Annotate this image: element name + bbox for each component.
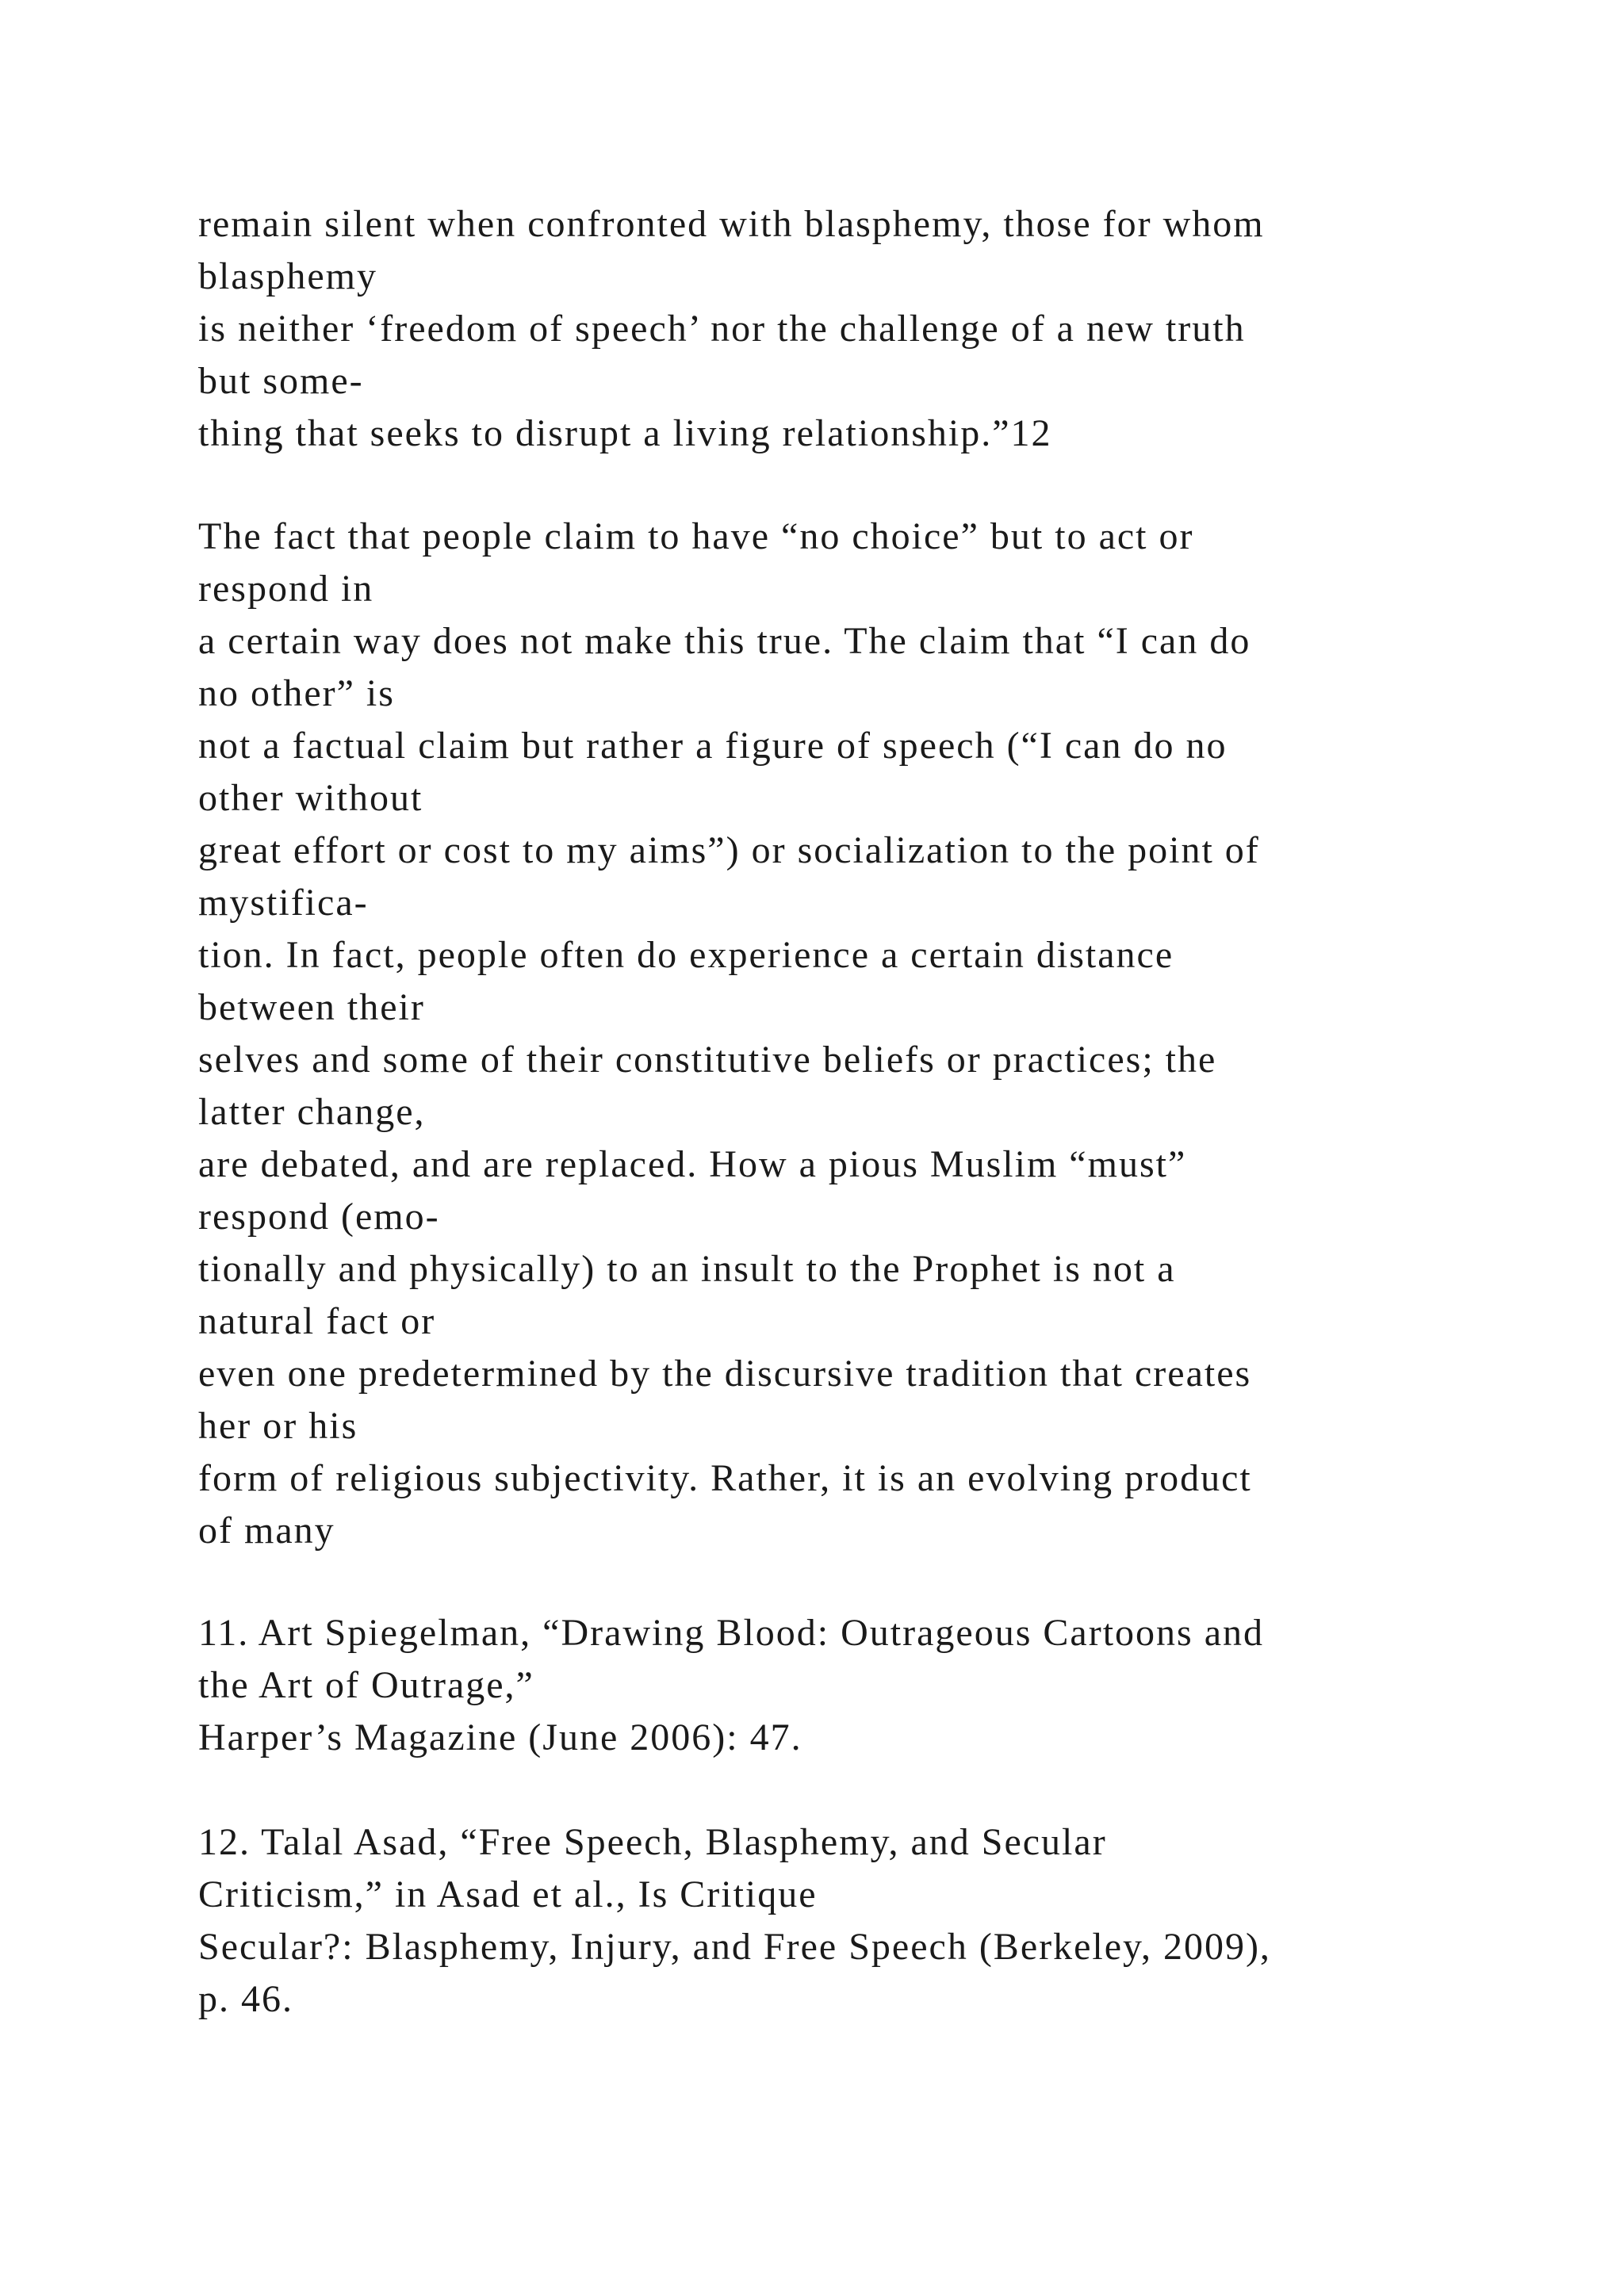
text-line: between their (198, 986, 425, 1028)
text-line: remain silent when confronted with blasphemy, those for whom (198, 203, 1265, 245)
text-line: latter change, (198, 1091, 426, 1133)
text-line: are debated, and are replaced. How a pious Muslim “must” (198, 1143, 1187, 1185)
text-line: The fact that people claim to have “no choice” but to act or (198, 515, 1194, 557)
text-line: natural fact or (198, 1300, 436, 1342)
text-line: even one predetermined by the discursive tradition that creates (198, 1353, 1252, 1395)
text-line: great effort or cost to my aims”) or socialization to the point of (198, 829, 1260, 871)
text-line: of many (198, 1510, 335, 1552)
text-line: tionally and physically) to an insult to the Prophet is not a (198, 1248, 1176, 1290)
footnote-12 (198, 1816, 1546, 2026)
paragraph-continuation (198, 198, 1546, 460)
text-line: selves and some of their constitutive beliefs or practices; the (198, 1039, 1217, 1081)
text-line: no other” is (198, 672, 395, 714)
text-line: thing that seeks to disrupt a living relationship.”12 (198, 412, 1052, 454)
text-line: respond (emo- (198, 1196, 440, 1238)
text-line: other without (198, 777, 423, 819)
text-line: Secular?: Blasphemy, Injury, and Free Speech (Berkeley, 2009), (198, 1926, 1271, 1968)
text-line: but some- (198, 360, 364, 402)
text-line: Harper’s Magazine (June 2006): 47. (198, 1716, 802, 1758)
text-line: is neither ‘freedom of speech’ nor the challenge of a new truth (198, 308, 1246, 350)
text-line: not a factual claim but rather a figure of speech (“I can do no (198, 725, 1228, 767)
text-line: the Art of Outrage,” (198, 1664, 534, 1706)
text-line: mystifica- (198, 882, 369, 924)
text-line: 12. Talal Asad, “Free Speech, Blasphemy, and Secular (198, 1821, 1107, 1863)
footnote-11 (198, 1607, 1546, 1764)
text-line: respond in (198, 568, 374, 610)
text-line: Criticism,” in Asad et al., Is Critique (198, 1873, 818, 1915)
text-line: blasphemy (198, 255, 377, 297)
text-line: tion. In fact, people often do experience a certain distance (198, 934, 1174, 976)
paragraph-main (198, 511, 1546, 1557)
text-line: form of religious subjectivity. Rather, it is an evolving product (198, 1457, 1252, 1499)
text-line: her or his (198, 1405, 358, 1447)
text-line: a certain way does not make this true. The claim that “I can do (198, 620, 1251, 662)
text-line: p. 46. (198, 1978, 293, 2020)
text-line: 11. Art Spiegelman, “Drawing Blood: Outrageous Cartoons and (198, 1612, 1265, 1654)
